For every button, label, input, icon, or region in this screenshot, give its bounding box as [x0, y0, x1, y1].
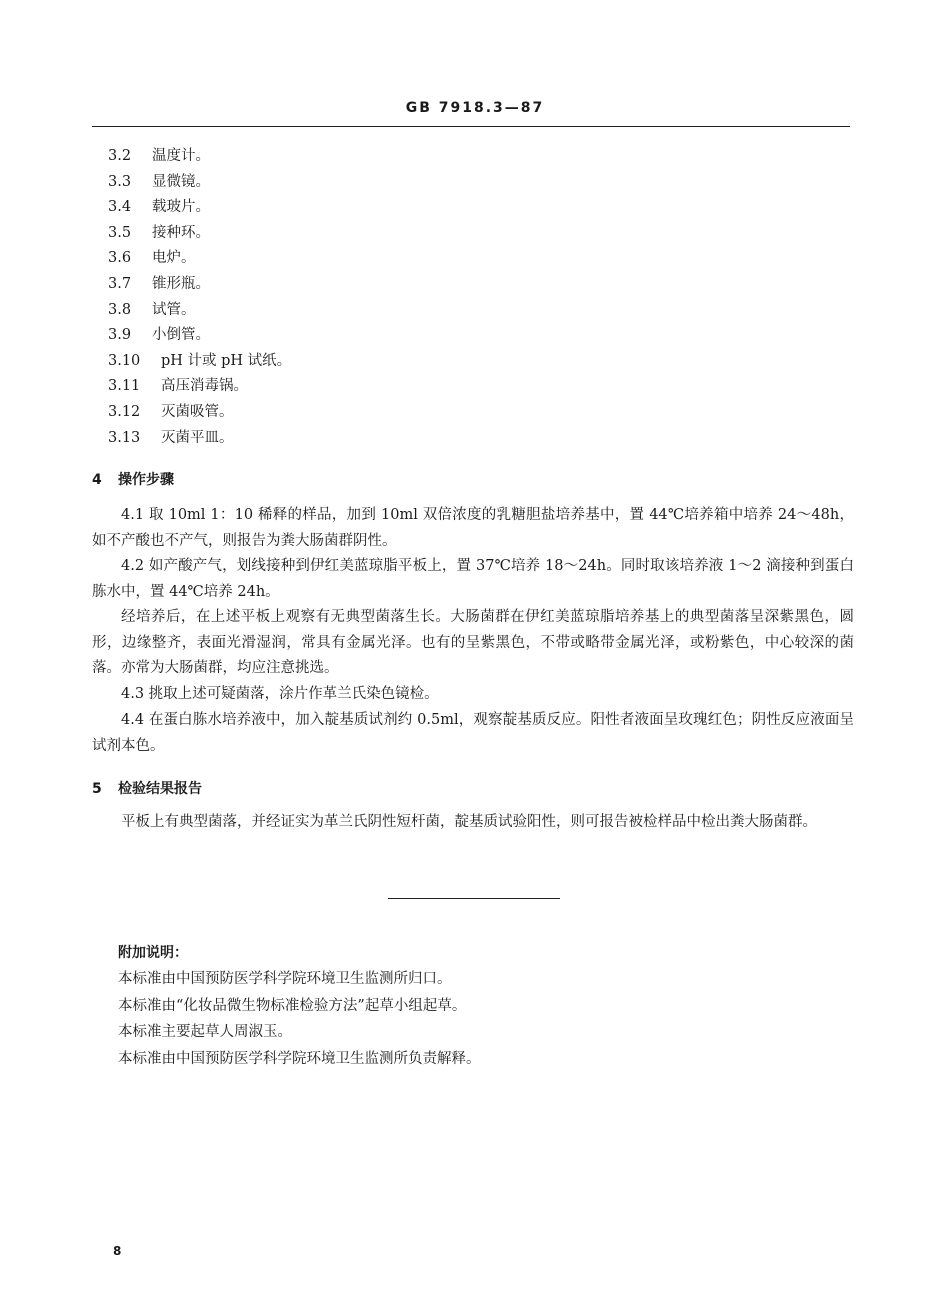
section-4-heading [92, 469, 174, 489]
item-number: 3.7 [108, 275, 132, 292]
section-title: 检验结果报告 [118, 781, 202, 797]
item-number: 3.11 [108, 378, 141, 395]
item-text: 锥形瓶。 [152, 275, 210, 292]
list-item [108, 426, 808, 452]
item-number: 3.5 [108, 224, 132, 241]
section-number: 5 [92, 781, 102, 797]
list-item [108, 144, 808, 170]
notes-title: 附加说明： [118, 945, 188, 961]
paragraph-4-2: 4.2 如产酸产气，划线接种到伊红美蓝琼脂平板上，置 37℃培养 18～24h。同时取该培养液 1～2 滴接种到蛋白胨水中，置 44℃培养 24h。 [92, 558, 854, 600]
list-item [108, 221, 808, 247]
paragraph-4-4: 4.4 在蛋白胨水培养液中，加入靛基质试剂约 0.5ml，观察靛基质反应。阳性者液面呈玫瑰红色；阴性反应液面呈试剂本色。 [92, 712, 854, 754]
item-text: 灭菌平皿。 [161, 429, 234, 446]
item-text: 载玻片。 [152, 199, 210, 216]
item-text: 显微镜。 [152, 173, 210, 190]
item-number: 3.2 [108, 148, 132, 164]
paragraph-4-2-observation: 经培养后，在上述平板上观察有无典型菌落生长。大肠菌群在伊红美蓝琼脂培养基上的典型菌落呈深紫黑色，圆形，边缘整齐，表面光滑湿润，常具有金属光泽。也有的呈紫黑色，不带或略带金属光泽，或粉紫色，中心较深的菌落。亦常为大肠菌群，均应注意挑选。 [92, 609, 854, 676]
note-line: 本标准主要起草人周淑玉。 [118, 1024, 292, 1040]
item-text: 电炉。 [152, 250, 196, 267]
item-number: 3.9 [108, 327, 132, 344]
equipment-list [108, 144, 808, 451]
item-text: 灭菌吸管。 [161, 403, 234, 420]
list-item [108, 195, 808, 221]
page-header-code: GB 7918.3—87 [405, 100, 545, 116]
list-item [108, 400, 808, 426]
item-number: 3.6 [108, 250, 132, 267]
list-item [108, 246, 808, 272]
item-text: 温度计。 [152, 148, 210, 164]
item-text: 高压消毒锅。 [161, 378, 248, 395]
list-item [108, 374, 808, 400]
list-item [108, 323, 808, 349]
item-number: 3.8 [108, 301, 132, 318]
item-text: pH 计或 pH 试纸。 [161, 352, 292, 369]
end-divider [388, 898, 560, 899]
list-item [108, 170, 808, 196]
item-number: 3.10 [108, 352, 141, 369]
section-title: 操作步骤 [118, 472, 174, 488]
section-5-heading [92, 778, 202, 798]
list-item [108, 272, 808, 298]
paragraph-4-1: 4.1 取 10ml 1：10 稀释的样品，加到 10ml 双倍浓度的乳糖胆盐培养基中，置 44℃培养箱中培养 24～48h，如不产酸也不产气，则报告为粪大肠菌群阴性。 [92, 507, 854, 549]
additional-notes [118, 940, 818, 1072]
item-number: 3.3 [108, 173, 132, 190]
page-number: 8 [113, 1244, 122, 1258]
item-number: 3.12 [108, 403, 141, 420]
item-number: 3.4 [108, 199, 132, 216]
list-item [108, 349, 808, 375]
note-line: 本标准由中国预防医学科学院环境卫生监测所负责解释。 [118, 1050, 481, 1067]
item-text: 接种环。 [152, 224, 210, 241]
item-number: 3.13 [108, 429, 141, 446]
item-text: 小倒管。 [152, 327, 210, 344]
header-divider [92, 126, 850, 127]
item-text: 试管。 [152, 301, 196, 318]
paragraph-5: 平板上有典型菌落，并经证实为革兰氏阴性短杆菌，靛基质试验阳性，则可报告被检样品中检出粪大肠菌群。 [121, 814, 817, 830]
paragraph-4-3: 4.3 挑取上述可疑菌落，涂片作革兰氏染色镜检。 [121, 686, 439, 702]
section-number: 4 [92, 472, 102, 488]
note-line: 本标准由“化妆品微生物标准检验方法”起草小组起草。 [118, 997, 467, 1014]
note-line: 本标准由中国预防医学科学院环境卫生监测所归口。 [118, 971, 452, 987]
list-item [108, 298, 808, 324]
